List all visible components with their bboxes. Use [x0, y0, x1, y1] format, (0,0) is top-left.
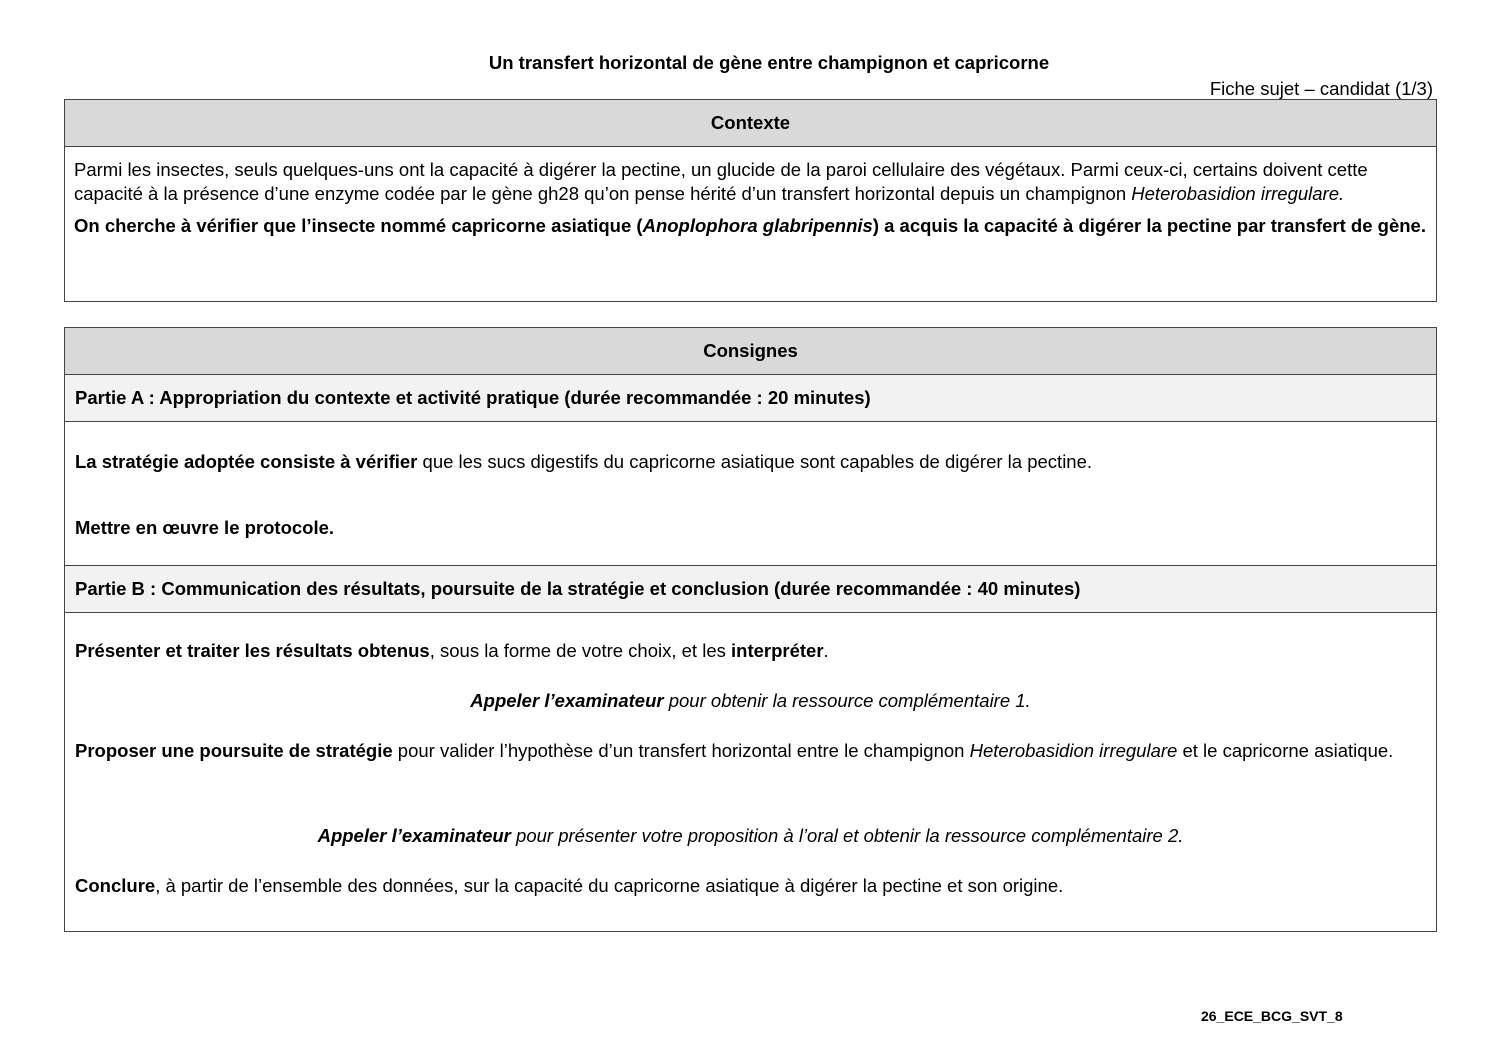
objective-text-end: ) a acquis la capacité à digérer la pectine par transfert de gène. — [872, 215, 1426, 236]
propose-bold: Proposer une poursuite de stratégie — [75, 740, 393, 761]
call-examiner-2 — [65, 822, 1436, 849]
objective-text-start: On cherche à vérifier que l’insecte nommé capricorne asiatique ( — [74, 215, 643, 236]
call-examiner-1 — [65, 687, 1436, 714]
strategy-text: que les sucs digestifs du capricorne asiatique sont capables de digérer la pectine. — [417, 451, 1093, 472]
context-section — [64, 99, 1437, 302]
consignes-section — [64, 327, 1437, 932]
partie-a-instruction: Mettre en œuvre le protocole. — [75, 517, 335, 538]
species-name: Heterobasidion irregulare — [969, 740, 1178, 761]
partie-b-propose-strategy — [75, 737, 1406, 764]
context-text: Parmi les insectes, seuls quelques-uns ont la capacité à digérer la pectine, un glucide de la paroi cellulaire des végétaux. Parmi ceux-ci, certains doivent cette capacité à la présence d’une enzyme codée par le gène gh28 qu’on pense hérité d’un transfert horizontal depuis un champignon — [74, 159, 1368, 204]
propose-end: et le capricorne asiatique. — [1177, 740, 1394, 761]
interpret-bold: interpréter — [731, 640, 824, 661]
partie-b-heading: Partie B : Communication des résultats, poursuite de la stratégie et conclusion (durée recommandée : 40 minutes) — [65, 566, 1436, 613]
partie-b-present-results — [75, 637, 1406, 664]
context-paragraph-1 — [74, 158, 1427, 206]
species-name: Anoplophora glabripennis — [642, 215, 873, 236]
partie-a-strategy — [75, 451, 1092, 473]
call-examiner-text: pour obtenir la ressource complémentaire 1. — [663, 690, 1031, 711]
partie-b-conclude — [75, 872, 1406, 899]
call-examiner-bold: Appeler l’examinateur — [470, 690, 664, 711]
present-bold: Présenter et traiter les résultats obtenus — [75, 640, 430, 661]
partie-b-body — [65, 613, 1436, 933]
context-heading: Contexte — [65, 100, 1436, 147]
consignes-heading: Consignes — [65, 328, 1436, 375]
document-subtitle: Fiche sujet – candidat (1/3) — [1209, 78, 1433, 99]
context-paragraph-2 — [74, 214, 1427, 238]
partie-a-heading: Partie A : Appropriation du contexte et activité pratique (durée recommandée : 20 minutes) — [65, 375, 1436, 422]
context-body — [65, 147, 1436, 238]
partie-a-body — [65, 422, 1436, 566]
species-name: Heterobasidion irregulare. — [1131, 183, 1345, 204]
call-examiner-text: pour présenter votre proposition à l’oral et obtenir la ressource complémentaire 2. — [510, 825, 1184, 846]
conclude-text: , à partir de l’ensemble des données, sur la capacité du capricorne asiatique à digérer la pectine et son origine. — [155, 875, 1064, 896]
present-text: , sous la forme de votre choix, et les — [429, 640, 731, 661]
conclude-bold: Conclure — [75, 875, 156, 896]
strategy-bold: La stratégie adoptée consiste à vérifier — [75, 451, 418, 472]
present-end: . — [823, 640, 829, 661]
call-examiner-bold: Appeler l’examinateur — [317, 825, 511, 846]
document-title: Un transfert horizontal de gène entre champignon et capricorne — [488, 52, 1050, 73]
propose-text: pour valider l’hypothèse d’un transfert horizontal entre le champignon — [392, 740, 970, 761]
document-code: 26_ECE_BCG_SVT_8 — [1201, 1008, 1343, 1024]
